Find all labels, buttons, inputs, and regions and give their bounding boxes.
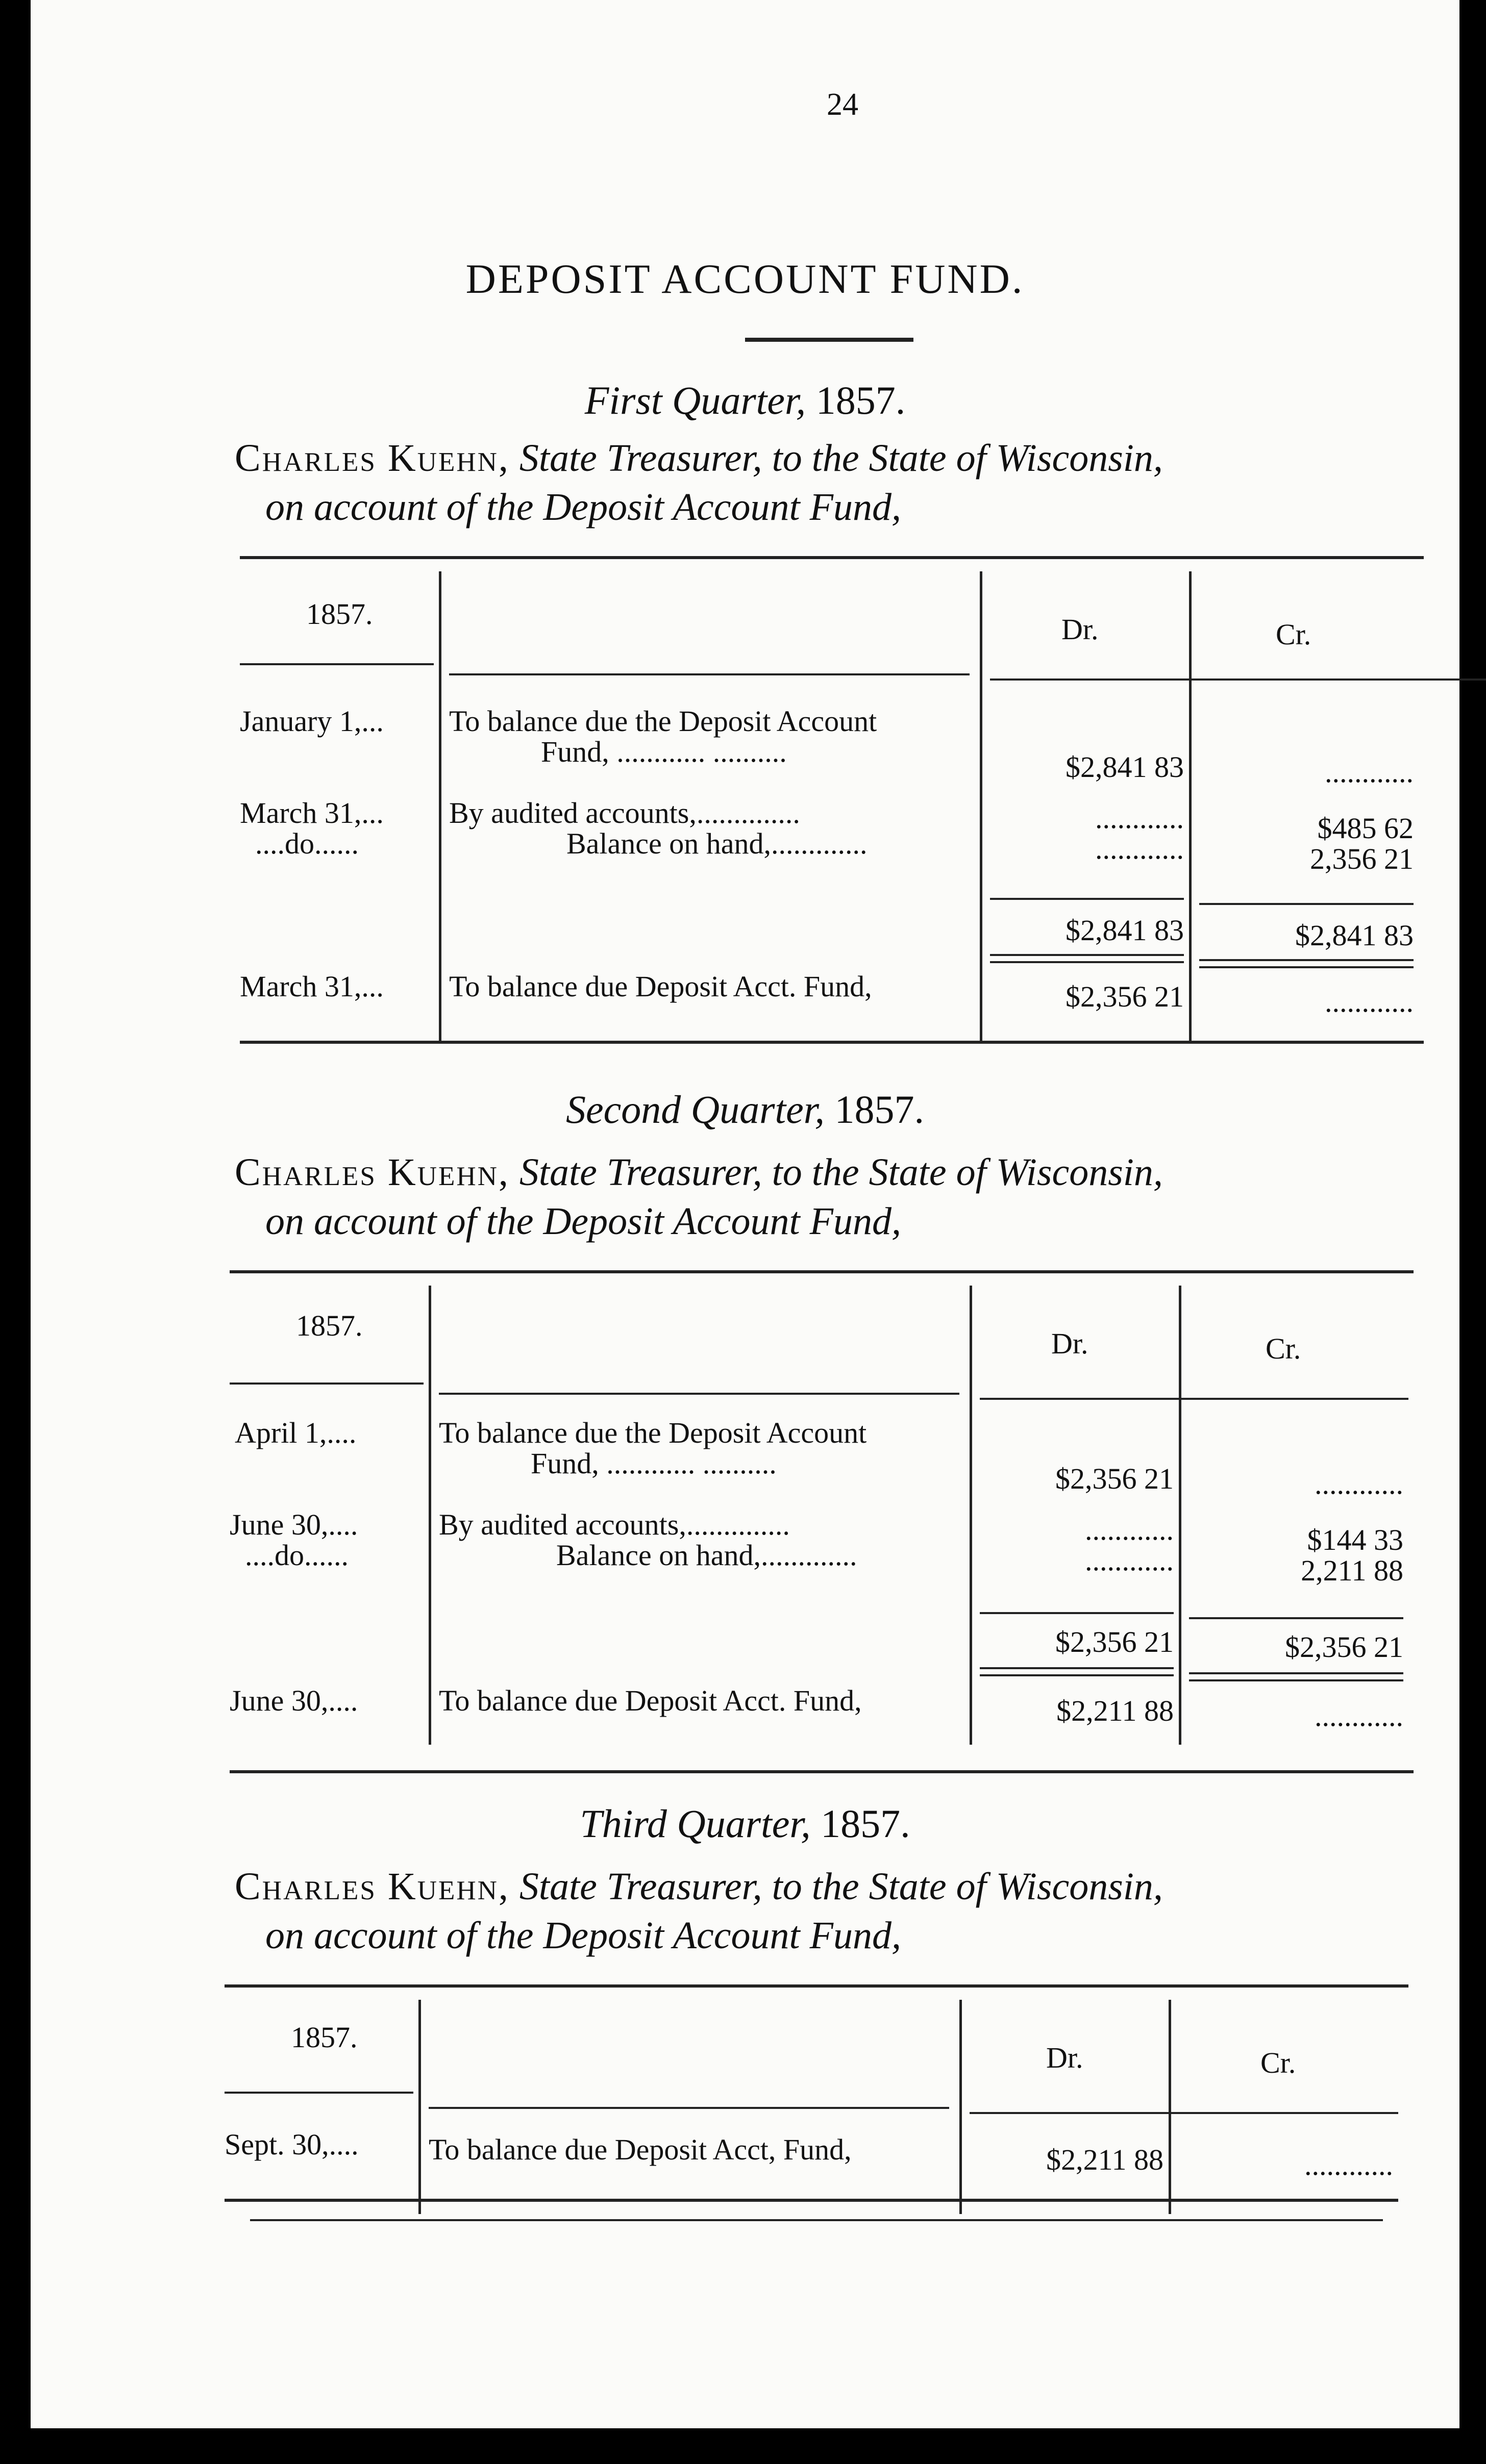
quarter-1-heading [31, 378, 1459, 423]
q2-total-sep-cr [1189, 1617, 1403, 1619]
quarter-3-treasurer-name: Charles Kuehn, [235, 1865, 510, 1908]
q3-bottom-rule-2 [250, 2219, 1383, 2221]
q1-total-cr: $2,841 83 [1295, 919, 1414, 952]
q1-dbl-dr-a [990, 954, 1184, 956]
quarter-1-treasurer-name: Charles Kuehn, [235, 437, 510, 480]
q2-row2-desc: By audited accounts,.............. [439, 1508, 790, 1541]
q2-row5-date: June 30,.... [230, 1684, 358, 1717]
q2-head-sep-b [439, 1393, 959, 1395]
quarter-2-intro-line2: on account of the Deposit Account Fund, [265, 1200, 902, 1243]
quarter-1-year: 1857. [815, 378, 906, 422]
q2-dbl-cr-a [1189, 1672, 1403, 1674]
q2-dbl-dr-a [980, 1667, 1174, 1669]
q2-head-sep-a [230, 1382, 424, 1385]
q2-row3-dr: ............ [1085, 1544, 1174, 1577]
q1-top-rule [240, 556, 1424, 559]
quarter-1-intro-line1: State Treasurer, to the State of Wisconsin, [519, 437, 1163, 480]
q1-col-year: 1857. [306, 597, 373, 631]
quarter-3-intro [235, 1862, 1408, 1960]
q1-dbl-dr-b [990, 961, 1184, 963]
q1-row1-desc2: Fund, ............ .......... [541, 735, 787, 768]
q3-head-sep-c [970, 2112, 1398, 2114]
q2-row3-desc: Balance on hand,............. [556, 1539, 857, 1572]
q1-row1-dr: $2,841 83 [1066, 750, 1184, 784]
q2-row3-cr: 2,211 88 [1301, 1554, 1403, 1587]
q1-row5-cr: ............ [1325, 985, 1414, 1018]
q3-vline-3 [1169, 2000, 1171, 2214]
q3-row1-date: Sept. 30,.... [225, 2128, 359, 2161]
q3-col-year: 1857. [291, 2021, 358, 2054]
quarter-3-intro-line2: on account of the Deposit Account Fund, [265, 1914, 902, 1957]
quarter-1-intro [235, 434, 1408, 532]
q1-row3-cr: 2,356 21 [1310, 842, 1414, 875]
quarter-2-label: Second Quarter, [566, 1087, 825, 1132]
q1-vline-2 [980, 571, 982, 1041]
q3-row1-cr: ............ [1304, 2148, 1393, 2181]
q1-bottom-rule [240, 1041, 1424, 1044]
q2-row2-dr: ............ [1085, 1513, 1174, 1546]
q1-head-sep-c [990, 678, 1486, 681]
q2-total-cr: $2,356 21 [1285, 1630, 1403, 1664]
quarter-1-intro-line2: on account of the Deposit Account Fund, [265, 486, 902, 529]
q2-row3-date: ....do...... [245, 1539, 349, 1572]
q2-head-sep-c [980, 1398, 1408, 1400]
page-title: DEPOSIT ACCOUNT FUND. [465, 256, 1025, 302]
quarter-3-intro-line1: State Treasurer, to the State of Wisconsin, [519, 1865, 1163, 1908]
q3-bottom-rule [225, 2199, 1398, 2202]
q2-row5-desc: To balance due Deposit Acct. Fund, [439, 1684, 862, 1717]
q1-row2-cr: $485 62 [1317, 812, 1414, 845]
quarter-2-intro-line1: State Treasurer, to the State of Wisconsin, [519, 1151, 1163, 1194]
q1-total-dr: $2,841 83 [1066, 914, 1184, 947]
q1-total-sep-dr [990, 898, 1184, 900]
q1-total-sep-cr [1199, 903, 1414, 905]
quarter-3-heading [31, 1801, 1459, 1847]
q1-row3-dr: ............ [1095, 832, 1184, 865]
quarter-3-year: 1857. [821, 1801, 910, 1846]
q2-row2-cr: $144 33 [1307, 1523, 1403, 1556]
quarter-3-label: Third Quarter, [580, 1801, 811, 1846]
quarter-2-year: 1857. [834, 1087, 924, 1132]
q1-row2-desc: By audited accounts,.............. [449, 796, 800, 829]
q3-col-dr: Dr. [1046, 2041, 1083, 2074]
q3-row1-dr: $2,211 88 [1046, 2143, 1163, 2176]
q2-row5-cr: ............ [1315, 1699, 1403, 1732]
q2-dbl-cr-b [1189, 1679, 1403, 1681]
title-rule [745, 338, 913, 342]
q2-col-year: 1857. [296, 1309, 363, 1342]
q1-head-sep-b [449, 673, 970, 675]
q3-top-rule [225, 1984, 1408, 1988]
q1-row5-dr: $2,356 21 [1066, 980, 1184, 1013]
q1-row5-date: March 31,... [240, 970, 384, 1003]
q2-row1-desc1: To balance due the Deposit Account [439, 1416, 867, 1449]
q1-head-sep-a [240, 663, 434, 665]
q1-row1-date: January 1,... [240, 705, 384, 738]
q2-row1-dr: $2,356 21 [1055, 1462, 1174, 1495]
page-number: 24 [827, 87, 858, 122]
q1-row2-date: March 31,... [240, 796, 384, 829]
q2-total-sep-dr [980, 1612, 1174, 1614]
q2-dbl-dr-b [980, 1674, 1174, 1676]
q3-vline-1 [418, 2000, 421, 2214]
q3-col-cr: Cr. [1260, 2046, 1296, 2079]
q3-head-sep-b [429, 2107, 949, 2109]
q1-dbl-cr-a [1199, 959, 1414, 961]
q2-row2-date: June 30,.... [230, 1508, 358, 1541]
q1-row2-dr: ............ [1095, 801, 1184, 835]
q1-row3-desc: Balance on hand,............. [566, 827, 868, 860]
q2-col-cr: Cr. [1266, 1332, 1301, 1365]
q2-top-rule [230, 1270, 1414, 1273]
q2-total-dr: $2,356 21 [1055, 1625, 1174, 1658]
q1-row3-date: ....do...... [255, 827, 359, 860]
q3-head-sep-a [225, 2092, 413, 2094]
q1-row5-desc: To balance due Deposit Acct. Fund, [449, 970, 872, 1003]
q2-vline-3 [1179, 1286, 1181, 1745]
document-page [31, 0, 1459, 2428]
q2-bottom-rule [230, 1770, 1414, 1773]
q1-vline-1 [439, 571, 441, 1041]
q2-row1-desc2: Fund, ............ .......... [531, 1447, 777, 1480]
q2-row1-date: April 1,.... [235, 1416, 357, 1449]
q3-row1-desc: To balance due Deposit Acct, Fund, [429, 2133, 852, 2166]
q1-dbl-cr-b [1199, 966, 1414, 968]
q2-row5-dr: $2,211 88 [1056, 1694, 1174, 1727]
quarter-2-treasurer-name: Charles Kuehn, [235, 1151, 510, 1194]
q1-col-cr: Cr. [1276, 618, 1311, 651]
q2-vline-2 [970, 1286, 972, 1745]
q2-col-dr: Dr. [1051, 1327, 1088, 1360]
q3-vline-2 [959, 2000, 962, 2214]
quarter-1-label: First Quarter, [584, 378, 806, 422]
q2-row1-cr: ............ [1315, 1467, 1403, 1500]
quarter-2-heading [31, 1087, 1459, 1133]
q1-col-dr: Dr. [1061, 613, 1099, 646]
q2-vline-1 [429, 1286, 431, 1745]
q1-row1-cr: ............ [1325, 756, 1414, 789]
q1-vline-3 [1189, 571, 1192, 1041]
quarter-2-intro [235, 1148, 1408, 1246]
q1-row1-desc1: To balance due the Deposit Account [449, 705, 877, 738]
